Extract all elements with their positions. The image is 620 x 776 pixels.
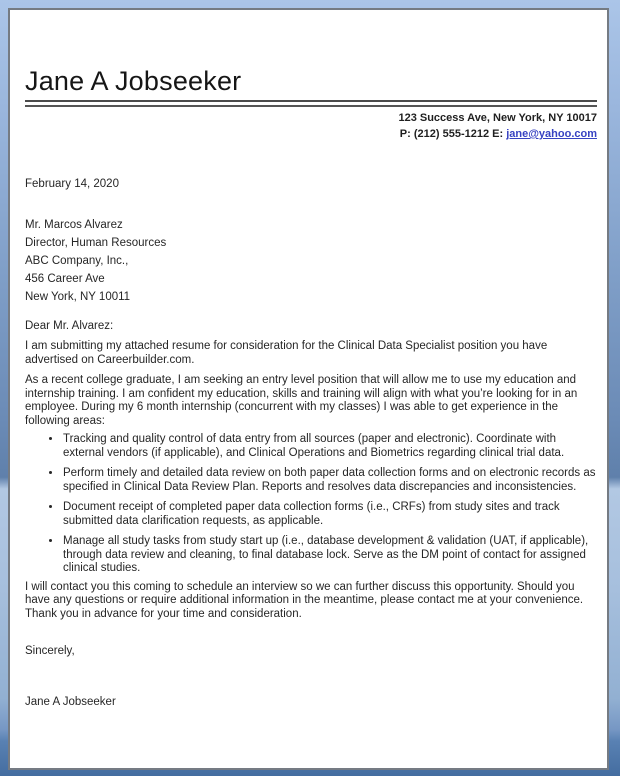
list-item: • Perform timely and detailed data review on both paper data collection forms and on electronic records as specified in Clinical Data Review Plan. Reports and resolves data discrepancies and inconsistencies. bbox=[62, 467, 597, 494]
date-line: February 14, 2020 bbox=[25, 178, 119, 190]
closing-paragraph: I will contact you this coming to schedule an interview so we can further discuss this opportunity. Should you have any questions or require additional information in the meantime, please contact me at your convenience. Thank you in advance for your time and consideration. bbox=[25, 580, 584, 620]
signoff: Sincerely, bbox=[25, 645, 75, 657]
list-item: • Manage all study tasks from study start up (i.e., database development & validation (UAT, if applicable), through data review and cleaning, to final database lock. Serve as the DM point of contact for assigned clinical studies. bbox=[62, 535, 597, 576]
contact-block bbox=[25, 110, 597, 142]
recipient-block bbox=[25, 216, 597, 306]
recipient-name: Mr. Marcos Alvarez bbox=[25, 218, 123, 231]
body-paragraph: As a recent college graduate, I am seeking an entry level position that will allow me to use my education and internship training. I am confident my education, skills and training will align with what you’re looking for in an employee. During my 6 month internship (concurrent with my classes) I was able to get experience in the following areas: bbox=[25, 374, 578, 427]
letter-page bbox=[8, 8, 609, 770]
list-item: • Tracking and quality control of data entry from all sources (paper and electronic). Coordinate with external vendors (if applicable), and Clinical Operations and Biometrics regarding clinical trial data. bbox=[62, 433, 597, 460]
salutation: Dear Mr. Alvarez: bbox=[25, 319, 114, 332]
signature-name: Jane A Jobseeker bbox=[25, 695, 116, 708]
contact-address: 123 Success Ave, New York, NY 10017 bbox=[398, 112, 597, 124]
contact-phone-email-line bbox=[25, 126, 597, 142]
recipient-company: ABC Company, Inc., bbox=[25, 254, 129, 267]
list-item: • Document receipt of completed paper data collection forms (i.e., CRFs) from study sites and track submitted data clarification requests, as applicable. bbox=[62, 501, 597, 528]
contact-phone: P: (212) 555-1212 E: bbox=[399, 128, 507, 140]
intro-paragraph: I am submitting my attached resume for consideration for the Clinical Data Specialist position you have advertised on Careerbuilder.com. bbox=[25, 340, 548, 366]
recipient-city: New York, NY 10011 bbox=[25, 290, 131, 303]
experience-list bbox=[25, 433, 597, 576]
email-link[interactable]: jane@yahoo.com bbox=[506, 128, 597, 140]
recipient-title: Director, Human Resources bbox=[25, 236, 167, 249]
header-double-rule bbox=[25, 100, 597, 107]
recipient-street: 456 Career Ave bbox=[25, 272, 105, 285]
letter-title: Jane A Jobseeker bbox=[25, 66, 242, 96]
